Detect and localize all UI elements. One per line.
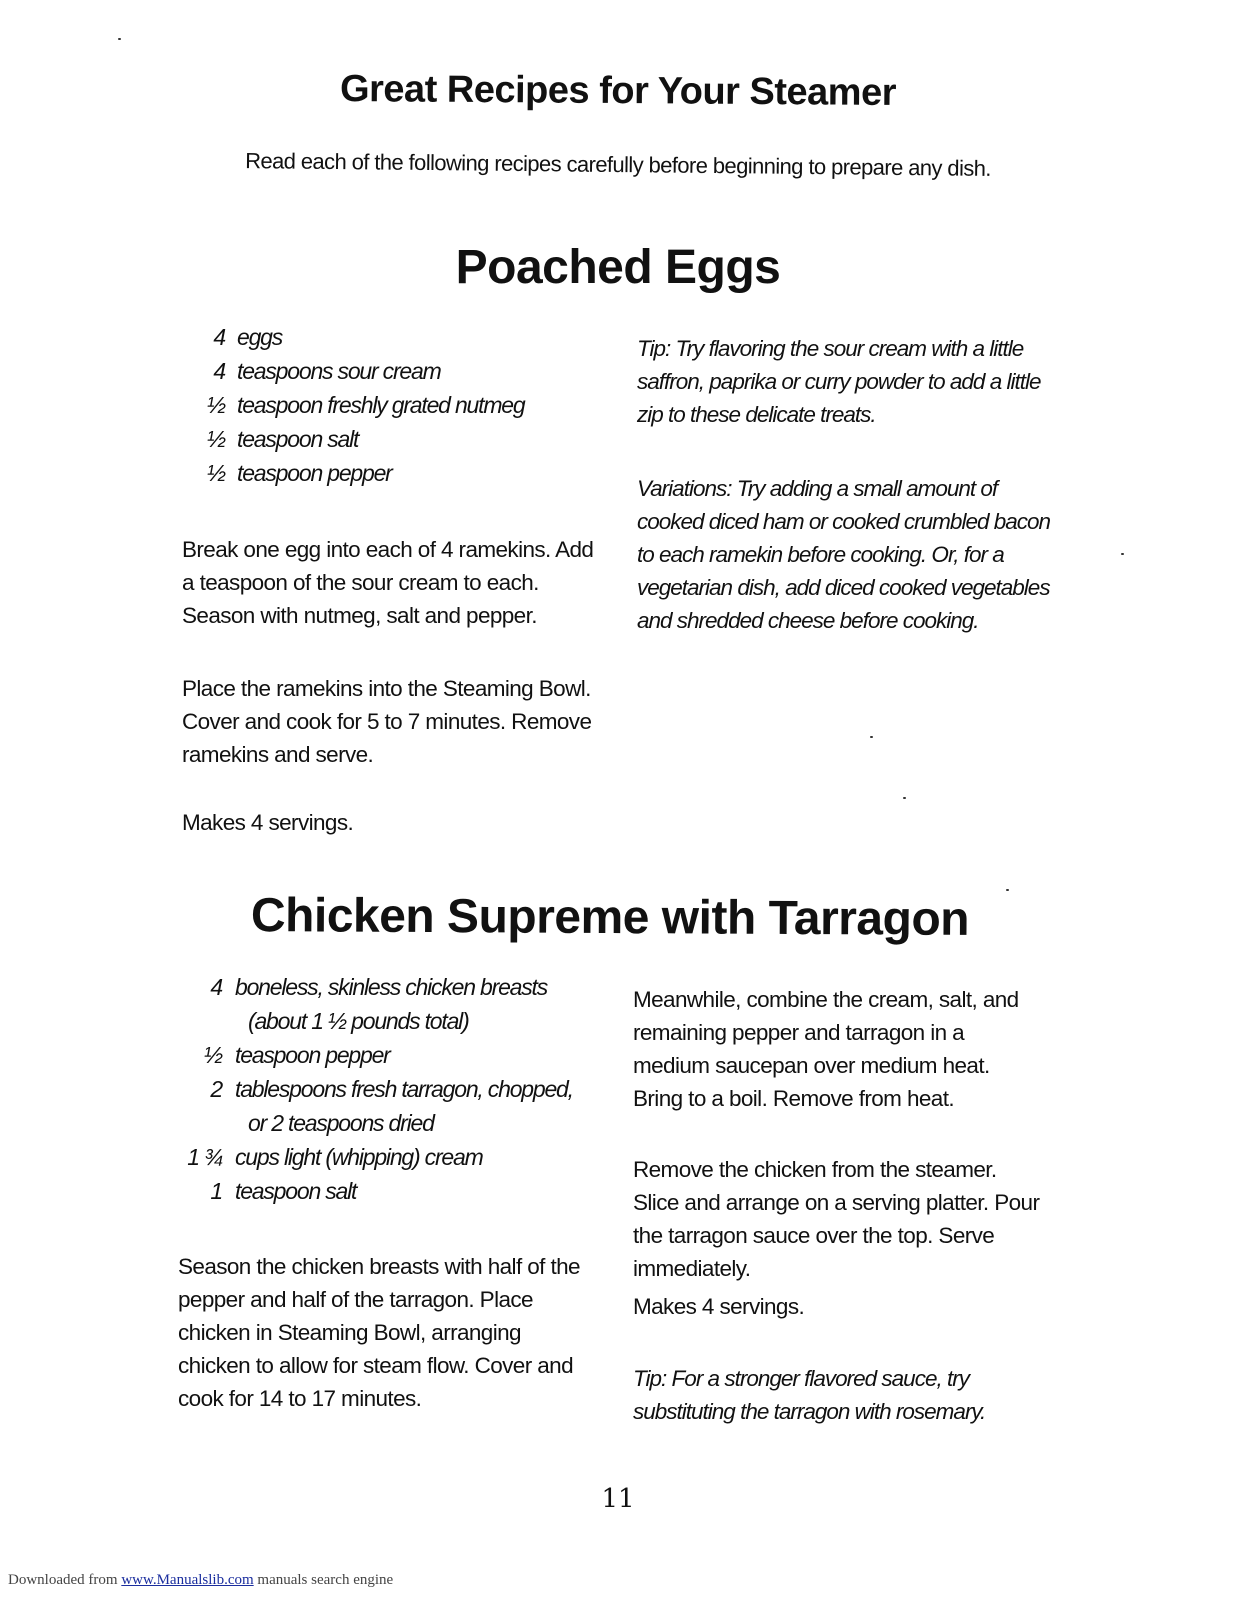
recipe-title-chicken-supreme: Chicken Supreme with Tarragon [250, 889, 970, 946]
ingredient-item [180, 1174, 600, 1208]
intro-text: Read each of the following recipes carefully before beginning to prepare any dish. [245, 148, 991, 181]
ingredient-list-chicken-supreme [180, 970, 600, 1208]
instruction-paragraph: Place the ramekins into the Steaming Bowl. Cover and cook for 5 to 7 minutes. Remove ramekins and serve. [182, 676, 592, 767]
ingredient-qty: ½ [207, 460, 225, 486]
ingredient-desc: teaspoon salt [237, 426, 359, 452]
ingredient-item [195, 422, 575, 456]
servings-text: Makes 4 servings. [182, 810, 354, 835]
ingredient-qty: 4 [213, 324, 225, 350]
page-number: 11 [601, 1484, 635, 1514]
ingredient-item [180, 1004, 600, 1038]
ingredient-qty: 4 [213, 358, 225, 384]
ingredient-qty: 1 ¾ [187, 1144, 222, 1170]
servings-text: Makes 4 servings. [633, 1294, 805, 1319]
download-footer [8, 1572, 393, 1589]
ingredient-qty: 4 [210, 974, 222, 1000]
ingredient-qty: ½ [207, 426, 225, 452]
ingredient-qty: ½ [204, 1042, 222, 1068]
ingredient-item [180, 1140, 600, 1174]
tip-text: Tip: Try flavoring the sour cream with a little saffron, paprika or curry powder to add a little zip to these delicate treats. [637, 336, 1041, 427]
ingredient-desc: cups light (whipping) cream [235, 1144, 483, 1170]
ingredient-item [195, 320, 575, 354]
scan-speck [903, 797, 906, 799]
variations-text: Variations: Try adding a small amount of cooked diced ham or cooked crumbled bacon to each ramekin before cooking. Or, for a vegetarian dish, add diced cooked vegetables and shredded cheese before cooking. [637, 476, 1051, 633]
recipe-title-poached-eggs: Poached Eggs [455, 241, 781, 294]
ingredient-item [195, 354, 575, 388]
tip-text: Tip: For a stronger flavored sauce, try substituting the tarragon with rosemary. [633, 1366, 986, 1424]
ingredient-desc: tablespoons fresh tarragon, chopped, [235, 1076, 573, 1102]
ingredient-list-poached-eggs [195, 320, 575, 490]
scan-speck [1006, 889, 1009, 891]
footer-suffix: manuals search engine [257, 1572, 394, 1588]
ingredient-item [180, 970, 600, 1004]
page-title: Great Recipes for Your Steamer [339, 68, 897, 114]
ingredient-desc: teaspoon pepper [235, 1042, 390, 1068]
ingredient-desc-continued: (about 1 ½ pounds total) [248, 1008, 469, 1034]
ingredient-qty: 2 [210, 1076, 222, 1102]
ingredient-item [195, 388, 575, 422]
scan-speck [118, 38, 121, 40]
scan-speck [1121, 553, 1124, 555]
manualslib-link[interactable]: www.Manualslib.com [121, 1572, 254, 1588]
scan-speck [870, 736, 873, 738]
ingredient-item [180, 1072, 600, 1106]
footer-prefix: Downloaded from [8, 1572, 118, 1588]
instruction-paragraph: Remove the chicken from the steamer. Slice and arrange on a serving platter. Pour the tarragon sauce over the top. Serve immediately. [633, 1157, 1040, 1281]
instruction-paragraph: Meanwhile, combine the cream, salt, and remaining pepper and tarragon in a medium saucepan over medium heat. Bring to a boil. Remove from heat. [633, 987, 1019, 1111]
instruction-paragraph: Season the chicken breasts with half of the pepper and half of the tarragon. Place chicken in Steaming Bowl, arranging chicken to allow for steam flow. Cover and cook for 14 to 17 minutes. [178, 1254, 580, 1411]
ingredient-desc: teaspoon freshly grated nutmeg [237, 392, 525, 418]
ingredient-desc: teaspoon pepper [237, 460, 392, 486]
ingredient-desc-continued: or 2 teaspoons dried [248, 1110, 434, 1136]
ingredient-desc: eggs [237, 324, 283, 350]
ingredient-item [180, 1038, 600, 1072]
instruction-paragraph: Break one egg into each of 4 ramekins. Add a teaspoon of the sour cream to each. Season with nutmeg, salt and pepper. [182, 537, 594, 628]
ingredient-qty: ½ [207, 392, 225, 418]
ingredient-item [195, 456, 575, 490]
ingredient-item [180, 1106, 600, 1140]
ingredient-qty: 1 [210, 1178, 222, 1204]
ingredient-desc: teaspoon salt [235, 1178, 357, 1204]
ingredient-desc: boneless, skinless chicken breasts [235, 974, 548, 1000]
ingredient-desc: teaspoons sour cream [237, 358, 441, 384]
